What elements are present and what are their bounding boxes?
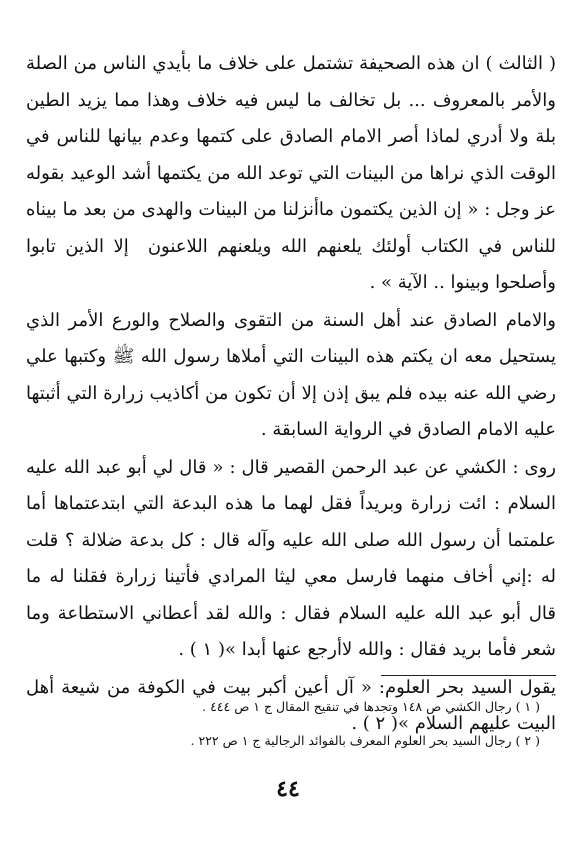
paragraph-bahr-al-ulum: يقول السيد بحر العلوم: « آل أعين أكبر بيت في الكوفة من شيعة أهل البيت عليهم السلام »( ٢ ) .	[26, 676, 556, 734]
page-number: ٤٤	[276, 776, 300, 802]
footnote-1: ( ١ ) رجال الكشي ص ١٤٨ وتجدها في تنقيح المقال ج ١ ص ٤٤٤ .	[202, 699, 540, 714]
footnote-2: ( ٢ ) رجال السيد بحر العلوم المعرف بالفوائد الرجالية ج ١ ص ٢٢٢ .	[190, 733, 540, 748]
footnotes	[40, 690, 540, 758]
paragraph-imam-sadiq: والامام الصادق عند أهل السنة من التقوى والصلاح والورع الأمر الذي يستحيل معه ان يكتم هذه البينات التي أملاها رسول الله ﷺ وكتبها علي رضي الله عنه بيده فلم يبق إذن إلا أن تكون من أكاذيب زرارة التي أثبتها عليه الامام الصادق في الرواية السابقة .	[26, 309, 556, 440]
paragraph-third-point: ( الثالث ) ان هذه الصحيفة تشتمل على خلاف ما بأيدي الناس من الصلة والأمر بالمعروف ... بل تخالف ما ليس فيه خلاف وهذا مما يزيد الطين بلة ولا أدري لماذا أصر الامام الصادق على كتمها وعدم بيانها للناس في الوقت الذي نراها من البينات التي توعد الله من يكتمها أشد الوعيد بقوله عز وجل : « إن الذين يكتمون ماأنزلنا من البينات والهدى من بعد ما بيناه للناس في الكتاب أولئك يلعنهم الله ويلعنهم اللاعنون ‌ إلا الذين تابوا وأصلحوا وبينوا .. الآية » .	[26, 53, 556, 293]
main-text	[26, 46, 556, 743]
paragraph-kashshi-narration: روى : الكشي عن عبد الرحمن القصير قال : « قال لي أبو عبد الله عليه السلام : ائت زرارة وبريداً فقل لهما ما هذه البدعة التي ابتدعتماها أما علمتما أن رسول الله صلى الله عليه وآله قال : كل بدعة ضلالة ؟ قلت له :إني أخاف منهما فارسل معي ليثا المرادي فأتينا زرارة فقلنا له ما قال أبو عبد الله عليه السلام فقال : والله لقد أعطاني الاستطاعة وما شعر فأما بريد فقال : والله لاأرجع عنها أبدا »( ١ ) .	[26, 456, 556, 660]
footnote-separator	[381, 675, 556, 676]
